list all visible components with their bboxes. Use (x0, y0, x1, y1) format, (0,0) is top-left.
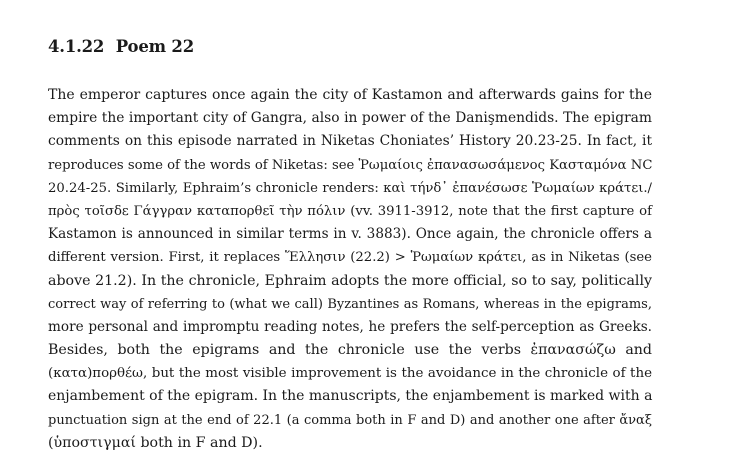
paragraph-line: reproduces some of the words of Niketas: see Ῥωμαίοις ἐπανασωσάμενος Κασταμόνα NC (48, 157, 653, 173)
section-title: Poem 22 (115, 37, 194, 56)
paragraph-line: (κατα)πορθέω, but the most visible improvement is the avoidance in the chronicle of the (48, 366, 652, 382)
paragraph-line: comments on this episode narrated in Niketas Choniates’ History 20.23-25. In fact, it (48, 133, 652, 150)
paragraph-line: above 21.2). In the chronicle, Ephraim adopts the more official, so to say, politically (48, 272, 652, 289)
paragraph-line: Kastamon is announced in similar terms in v. 3883). Once again, the chronicle offers a (48, 226, 652, 243)
paragraph-line: empire the important city of Gangra, also in power of the Danişmendids. The epigram (48, 110, 652, 127)
paragraph-line: correct way of referring to (what we call) Byzantines as Romans, whereas in the epigrams, (48, 296, 652, 312)
paragraph-line: The emperor captures once again the city of Kastamon and afterwards gains for the (48, 87, 652, 103)
body-paragraph (48, 84, 652, 455)
paragraph-line: different version. First, it replaces Ἕλλησιν (22.2) > Ῥωμαίων κράτει, as in Niketas (see (48, 250, 652, 266)
paragraph-line: more personal and impromptu reading notes, he prefers the self-perception as Greeks. (48, 318, 652, 335)
paragraph-line: (ὑποστιγμαί both in F and D). (48, 434, 263, 451)
paragraph-line: 20.24-25. Similarly, Ephraim’s chronicle renders: καὶ τήνδ᾽ ἐπανέσωσε Ῥωμαίων κράτει./ (48, 180, 652, 196)
section-heading (48, 37, 194, 56)
section-number: 4.1.22 (48, 37, 105, 56)
paragraph-line: πρὸς τοῖσδε Γάγγραν καταπορθεῖ τὴν πόλιν (vv. 3911-3912, note that the first capture of (48, 203, 652, 219)
paragraph-line: punctuation sign at the end of 22.1 (a comma both in F and D) and another one after ἄναξ (48, 412, 652, 428)
paragraph-line: enjambement of the epigram. In the manuscripts, the enjambement is marked with a (48, 388, 653, 405)
paragraph-line: Besides, both the epigrams and the chronicle use the verbs ἐπανασώζω and (48, 342, 652, 359)
